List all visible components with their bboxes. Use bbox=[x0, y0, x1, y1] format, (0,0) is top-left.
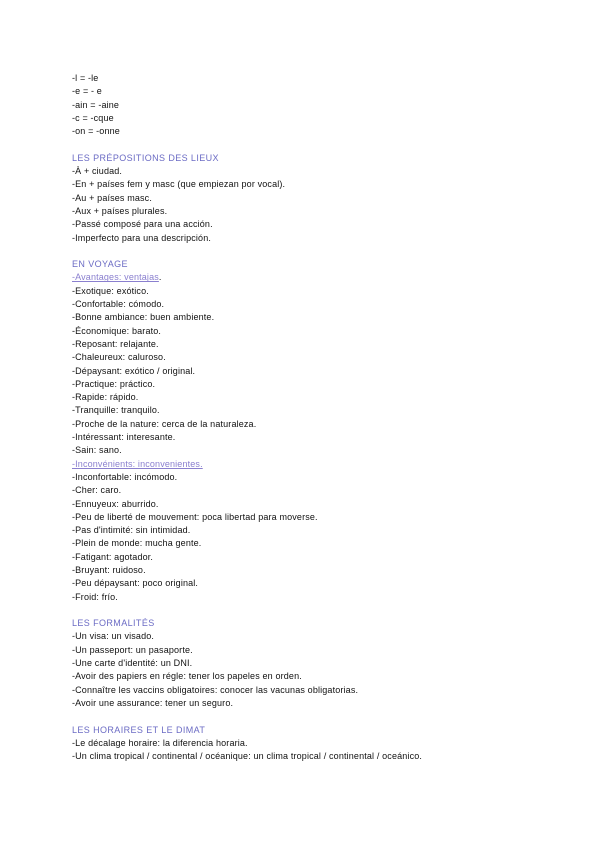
intro-line: -e = - e bbox=[72, 86, 102, 97]
list-item: -Fatigant: agotador. bbox=[72, 551, 154, 562]
list-item: -Dépaysant: exótico / original. bbox=[72, 365, 196, 376]
section-heading: LES PRÉPOSITIONS DES LIEUX bbox=[72, 152, 219, 163]
list-item: -Confortable: cómodo. bbox=[72, 299, 165, 310]
section-heading: EN VOYAGE bbox=[72, 259, 128, 270]
list-item: -Intéressant: interesante. bbox=[72, 432, 176, 443]
intro-line: -on = -onne bbox=[72, 126, 120, 137]
advantages-label: -Avantages: ventajas bbox=[72, 272, 159, 283]
list-item: -Peu dépaysant: poco original. bbox=[72, 578, 199, 589]
list-item: -Rapide: rápido. bbox=[72, 392, 139, 403]
list-item: -Proche de la nature: cerca de la naturaleza. bbox=[72, 418, 257, 429]
list-item: -Practique: práctico. bbox=[72, 378, 156, 389]
section-horaires bbox=[72, 724, 552, 764]
list-item: -Une carte d'identité: un DNI. bbox=[72, 658, 193, 669]
list-item: -Peu de liberté de mouvement: poca libertad para moverse. bbox=[72, 511, 318, 522]
list-item: -Aux + países plurales. bbox=[72, 205, 168, 216]
intro-line: -ain = -aine bbox=[72, 99, 120, 110]
section-prepositions bbox=[72, 152, 552, 245]
section-heading: LES HORAIRES ET LE DIMAT bbox=[72, 724, 206, 735]
list-item: -Un clima tropical / continental / océanique: un clima tropical / continental / oceánico. bbox=[72, 751, 423, 762]
list-item: -Imperfecto para una descripción. bbox=[72, 232, 212, 243]
list-item: -Le décalage horaire: la diferencia horaria. bbox=[72, 737, 248, 748]
list-item: -Reposant: relajante. bbox=[72, 338, 159, 349]
list-item: -Pas d'intimité: sin intimidad. bbox=[72, 525, 191, 536]
intro-line: -c = -cque bbox=[72, 112, 114, 123]
list-item: -Connaître les vaccins obligatoires: conocer las vacunas obligatorias. bbox=[72, 684, 359, 695]
list-item: -Sain: sano. bbox=[72, 445, 122, 456]
document-page bbox=[72, 72, 552, 763]
list-item: -Au + países masc. bbox=[72, 192, 152, 203]
list-item: -Un visa: un visado. bbox=[72, 631, 155, 642]
list-item: -Ennuyeux: aburrido. bbox=[72, 498, 159, 509]
intro-list bbox=[72, 72, 552, 138]
advantages-tail: . bbox=[158, 272, 162, 283]
list-item: -Avoir une assurance: tener un seguro. bbox=[72, 697, 234, 708]
section-voyage bbox=[72, 258, 552, 604]
advantages-subheading bbox=[72, 271, 552, 284]
list-item: -Un passeport: un pasaporte. bbox=[72, 644, 193, 655]
list-item: -Cher: caro. bbox=[72, 485, 122, 496]
section-heading: LES FORMALITÉS bbox=[72, 618, 155, 629]
list-item: -Inconfortable: incómodo. bbox=[72, 471, 178, 482]
list-item: -Avoir des papiers en régle: tener los papeles en orden. bbox=[72, 671, 302, 682]
list-item: -Plein de monde: mucha gente. bbox=[72, 538, 202, 549]
list-item: -Économique: barato. bbox=[72, 325, 162, 336]
intro-line: -l = -le bbox=[72, 73, 99, 83]
list-item: -En + países fem y masc (que empiezan por vocal). bbox=[72, 179, 286, 190]
section-formalites bbox=[72, 617, 552, 710]
inconvenients-subheading bbox=[72, 458, 552, 471]
list-item: -Passé composé para una acción. bbox=[72, 219, 213, 230]
list-item: -Froid: frío. bbox=[72, 591, 118, 602]
list-item: -Tranquille: tranquilo. bbox=[72, 405, 160, 416]
list-item: -Bonne ambiance: buen ambiente. bbox=[72, 312, 215, 323]
list-item: -À + ciudad. bbox=[72, 166, 123, 177]
list-item: -Chaleureux: caluroso. bbox=[72, 352, 166, 363]
inconvenients-label: -Inconvénients: inconvenientes. bbox=[72, 458, 203, 469]
list-item: -Bruyant: ruidoso. bbox=[72, 564, 146, 575]
list-item: -Exotique: exótico. bbox=[72, 285, 149, 296]
